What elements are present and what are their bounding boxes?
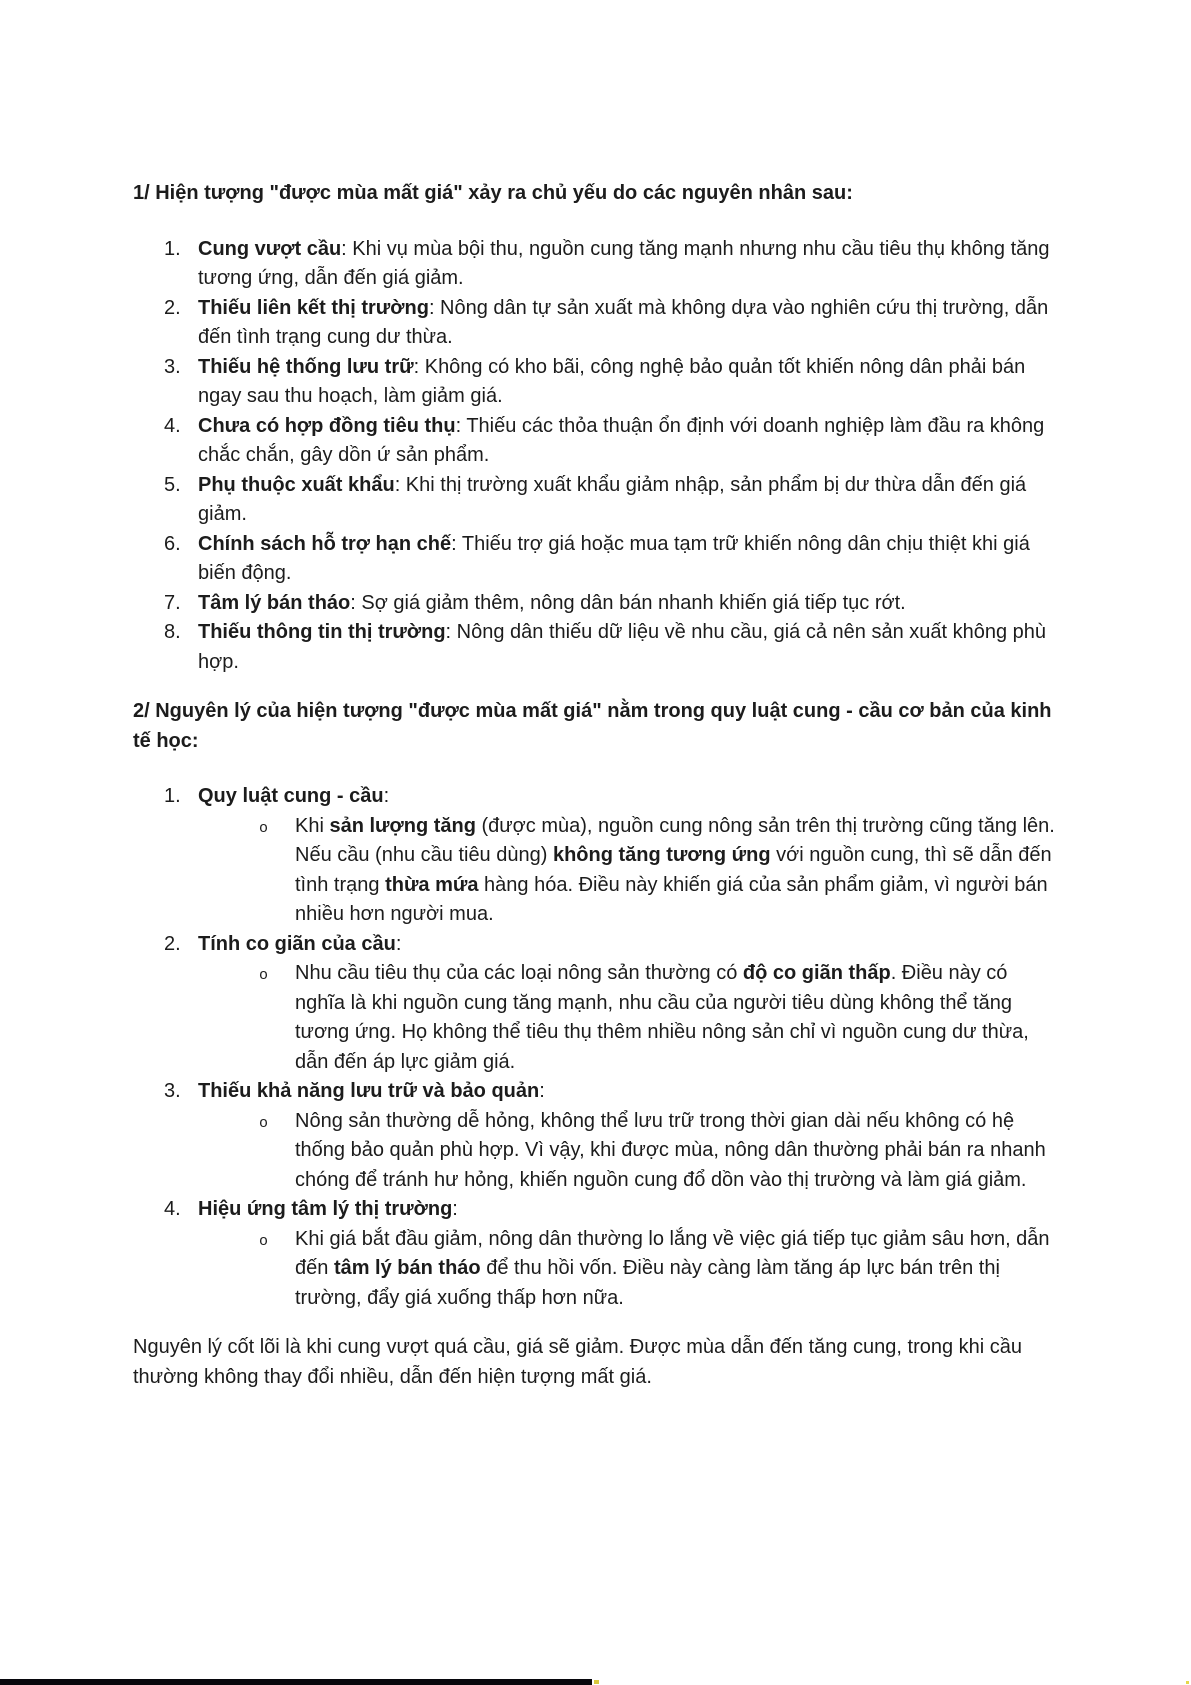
body-text: . Điều này có nghĩa là khi nguồn cung tăng mạnh, nhu cầu của người tiêu dùng không thể tăng tương ứng. Họ không thể tiêu thụ thêm nhiều nông sản chỉ vì nguồn cung dư thừa, dẫn đến áp lực giảm giá. [295, 962, 1029, 1073]
bold-text: thừa mứa [385, 873, 479, 896]
body-text: : Sợ giá giảm thêm, nông dân bán nhanh khiến giá tiếp tục rớt. [350, 591, 906, 614]
item-number: 2. [164, 296, 181, 319]
bold-text: Hiệu ứng tâm lý thị trường [198, 1198, 453, 1220]
body-text: : [452, 1198, 458, 1220]
numbered-list-item [133, 782, 1058, 812]
bold-text: Chính sách hỗ trợ hạn chế [198, 532, 452, 555]
body-text: : [395, 932, 402, 955]
body-text: Nhu cầu tiêu thụ của các loại nông sản thường có [295, 962, 743, 984]
bold-text: Thiếu hệ thống lưu trữ [198, 355, 414, 378]
item-number: 7. [164, 591, 181, 614]
numbered-list-item [133, 1195, 1058, 1225]
body-text: Khi [295, 814, 330, 837]
bold-text: Phụ thuộc xuất khẩu [198, 473, 395, 496]
sub-bullet-marker: o [259, 1114, 269, 1132]
item-number: 3. [164, 1080, 181, 1102]
numbered-list-item [133, 618, 1058, 677]
screen-artifact-dot-right [1186, 1681, 1189, 1684]
body-text: : Nông dân tự sản xuất mà không dựa vào nghiên cứu thị trường, dẫn đến tình trạng cung dư thừa. [198, 296, 1049, 348]
screen-artifact-dot [594, 1680, 599, 1684]
bold-text: Tính co giãn của cầu [198, 932, 396, 955]
bold-text: Quy luật cung - cầu [198, 785, 384, 807]
body-text: : Thiếu các thỏa thuận ổn định với doanh nghiệp làm đầu ra không chắc chắn, gây dồn ứ sản phẩm. [198, 414, 1045, 466]
numbered-list-item [133, 471, 1058, 530]
numbered-list-item [133, 412, 1058, 471]
body-text: : [539, 1080, 545, 1102]
bold-text: Thiếu khả năng lưu trữ và bảo quản [198, 1080, 540, 1102]
body-text: Khi giá bắt đầu giảm, nông dân thường lo lắng về việc giá tiếp tục giảm sâu hơn, dẫn đến [295, 1227, 1050, 1279]
body-text: : [383, 785, 390, 807]
item-number: 2. [164, 932, 181, 955]
item-number: 1. [164, 785, 181, 807]
section1-numbered-list [133, 235, 1058, 678]
closing-paragraph: Nguyên lý cốt lõi là khi cung vượt quá cầu, giá sẽ giảm. Được mùa dẫn đến tăng cung, trong khi cầu thường không thay đổi nhiều, dẫn đến hiện tượng mất giá. [133, 1336, 1023, 1388]
section2-heading: 2/ Nguyên lý của hiện tượng "được mùa mất giá" nằm trong quy luật cung - cầu cơ bản của kinh tế học: [133, 700, 1052, 752]
body-text: để thu hồi vốn. Điều này càng làm tăng áp lực bán trên thị trường, đẩy giá xuống thấp hơn nữa. [295, 1257, 1000, 1309]
section1-heading: 1/ Hiện tượng "được mùa mất giá" xảy ra chủ yếu do các nguyên nhân sau: [133, 182, 853, 204]
bold-text: tâm lý bán tháo [333, 1257, 481, 1279]
body-text: với nguồn cung, thì sẽ dẫn đến tình trạng [295, 844, 1052, 896]
numbered-list-item [133, 353, 1058, 412]
numbered-list-item [133, 930, 1058, 960]
sub-bullet-item [133, 959, 1058, 1077]
body-text: : Khi thị trường xuất khẩu giảm nhập, sản phẩm bị dư thừa dẫn đến giá giảm. [198, 473, 1027, 525]
sub-bullet-item [133, 812, 1058, 930]
bold-text: Tâm lý bán tháo [198, 591, 351, 614]
numbered-list-item [133, 530, 1058, 589]
body-text: : Không có kho bãi, công nghệ bảo quản tốt khiến nông dân phải bán ngay sau thu hoạch, làm giảm giá. [198, 355, 1026, 407]
body-text: hàng hóa. Điều này khiến giá của sản phẩm giảm, vì người bán nhiều hơn người mua. [295, 873, 1048, 925]
bold-text: sản lượng tăng [329, 814, 476, 837]
sub-bullet-marker: o [259, 967, 269, 984]
bold-text: độ co giãn thấp [742, 962, 891, 984]
item-number: 6. [164, 532, 181, 555]
numbered-list-item [133, 235, 1058, 294]
numbered-list-item [133, 1077, 1058, 1107]
numbered-list-item [133, 589, 1058, 619]
sub-bullet-marker: o [259, 1232, 269, 1250]
bold-text: không tăng tương ứng [552, 844, 771, 866]
bold-text: Chưa có hợp đồng tiêu thụ [198, 414, 456, 437]
bold-text: Thiếu liên kết thị trường [198, 296, 429, 319]
body-text: (được mùa), nguồn cung nông sản trên thị trường cũng tăng lên. Nếu cầu (nhu cầu tiêu dùng) [295, 814, 1055, 866]
item-number: 4. [164, 414, 181, 437]
window-edge-fragment [0, 1679, 592, 1685]
sub-bullet-item [133, 1107, 1058, 1196]
item-number: 4. [164, 1198, 181, 1220]
sub-bullet-item [133, 1225, 1058, 1314]
item-number: 8. [164, 621, 181, 643]
body-text: : Nông dân thiếu dữ liệu về nhu cầu, giá cả nên sản xuất không phù hợp. [198, 621, 1047, 673]
bold-text: Cung vượt cầu [198, 237, 342, 260]
body-text: : Thiếu trợ giá hoặc mua tạm trữ khiến nông dân chịu thiệt khi giá biến động. [198, 532, 1030, 584]
numbered-list-item [133, 294, 1058, 353]
section2-numbered-list [133, 782, 1058, 1313]
body-text: Nông sản thường dễ hỏng, không thể lưu trữ trong thời gian dài nếu không có hệ thống bảo quản phù hợp. Vì vậy, khi được mùa, nông dân thường phải bán ra nhanh chóng để tránh hư hỏng, khiến nguồn cung đổ dồn vào thị trường và làm giá giảm. [295, 1109, 1046, 1191]
item-number: 3. [164, 355, 181, 378]
item-number: 5. [164, 473, 181, 496]
body-text: : Khi vụ mùa bội thu, nguồn cung tăng mạnh nhưng nhu cầu tiêu thụ không tăng tương ứng, dẫn đến giá giảm. [198, 237, 1050, 289]
item-number: 1. [164, 237, 181, 260]
bold-text: Thiếu thông tin thị trường [198, 621, 446, 643]
sub-bullet-marker: o [259, 819, 269, 837]
